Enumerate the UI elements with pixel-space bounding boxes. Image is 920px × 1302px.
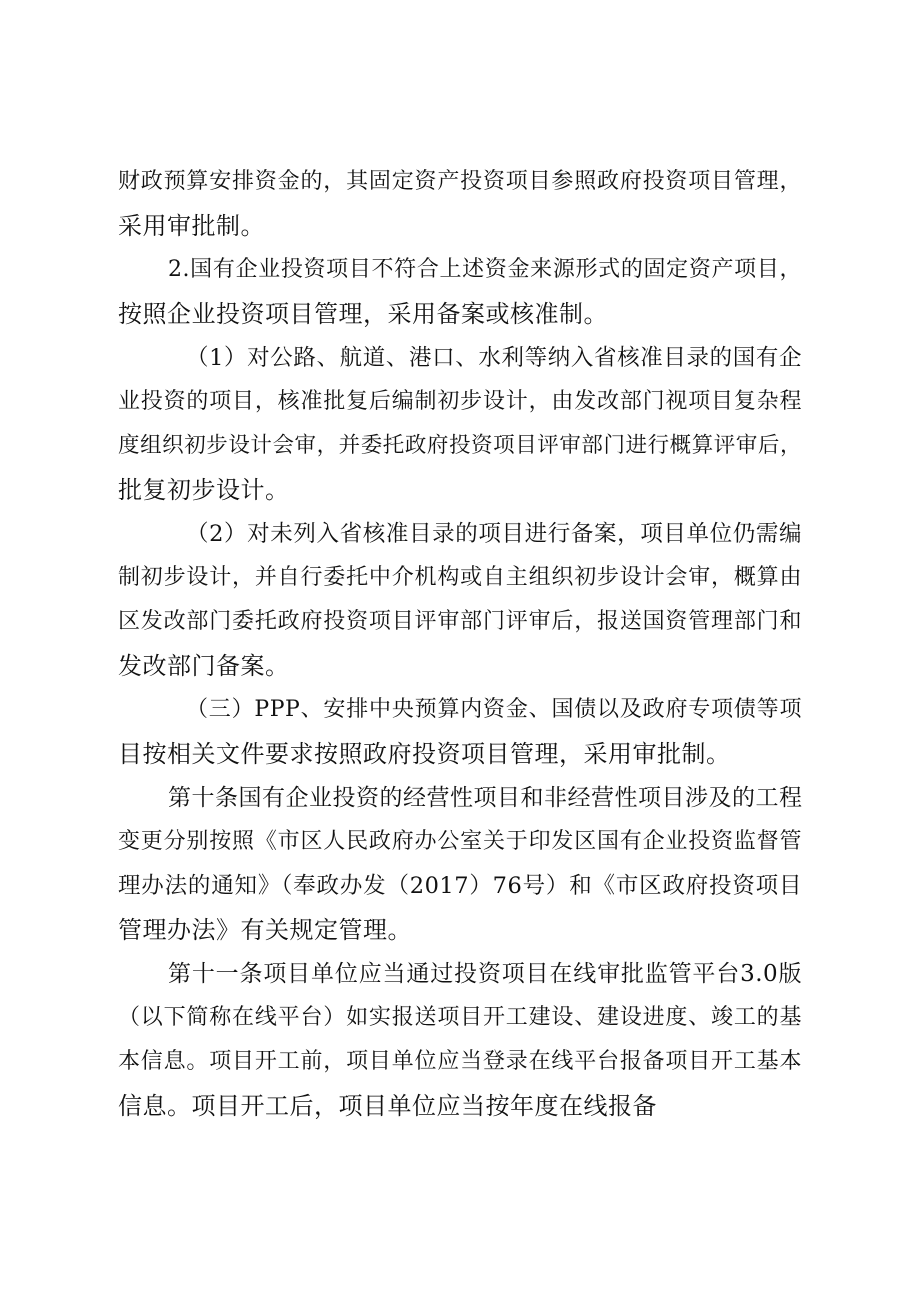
text-line: 批复初步设计。: [118, 476, 290, 504]
text-line: 目按相关文件要求按照政府投资项目管理，采用审批制。: [118, 740, 731, 768]
text-line: 变更分别按照《市区人民政府办公室关于印发区国有企业投资监督管: [118, 829, 802, 854]
text-line: （三）PPP、安排中央预算内资金、国债以及政府专项债等项: [186, 697, 802, 722]
text-line: （以下简称在线平台）如实报送项目开工建设、建设进度、竣工的基: [118, 1005, 802, 1030]
text-line: 发改部门备案。: [118, 652, 290, 680]
text-line: 区发改部门委托政府投资项目评审部门评审后，报送国资管理部门和: [118, 609, 802, 634]
text-line: 第十一条项目单位应当通过投资项目在线审批监管平台3.0版: [168, 961, 802, 987]
text-line: 第十条国有企业投资的经营性项目和非经营性项目涉及的工程: [168, 785, 803, 811]
text-line: 本信息。项目开工前，项目单位应当登录在线平台报备项目开工基本: [118, 1049, 802, 1074]
text-line: 制初步设计，并自行委托中介机构或自主组织初步设计会审，概算由: [118, 565, 802, 590]
text-line: （1）对公路、航道、港口、水利等纳入省核准目录的国有企: [186, 345, 802, 371]
text-line: 理办法的通知》（奉政办发（2017）76号）和《市区政府投资项目: [118, 873, 802, 899]
text-line: （2）对未列入省核准目录的项目进行备案，项目单位仍需编: [186, 521, 802, 547]
text-line: 管理办法》有关规定管理。: [118, 916, 412, 944]
text-line: 业投资的项目，核准批复后编制初步设计，由发改部门视项目复杂程: [118, 389, 802, 414]
text-line: 2.国有企业投资项目不符合上述资金来源形式的固定资产项目，: [168, 257, 802, 282]
text-line: 度组织初步设计会审，并委托政府投资项目评审部门进行概算评审后，: [118, 433, 802, 458]
text-line: 按照企业投资项目管理，采用备案或核准制。: [118, 300, 608, 328]
text-line: 采用审批制。: [118, 212, 265, 240]
text-line: 财政预算安排资金的，其固定资产投资项目参照政府投资项目管理，: [118, 169, 802, 194]
text-line: 信息。项目开工后，项目单位应当按年度在线报备: [118, 1092, 657, 1120]
